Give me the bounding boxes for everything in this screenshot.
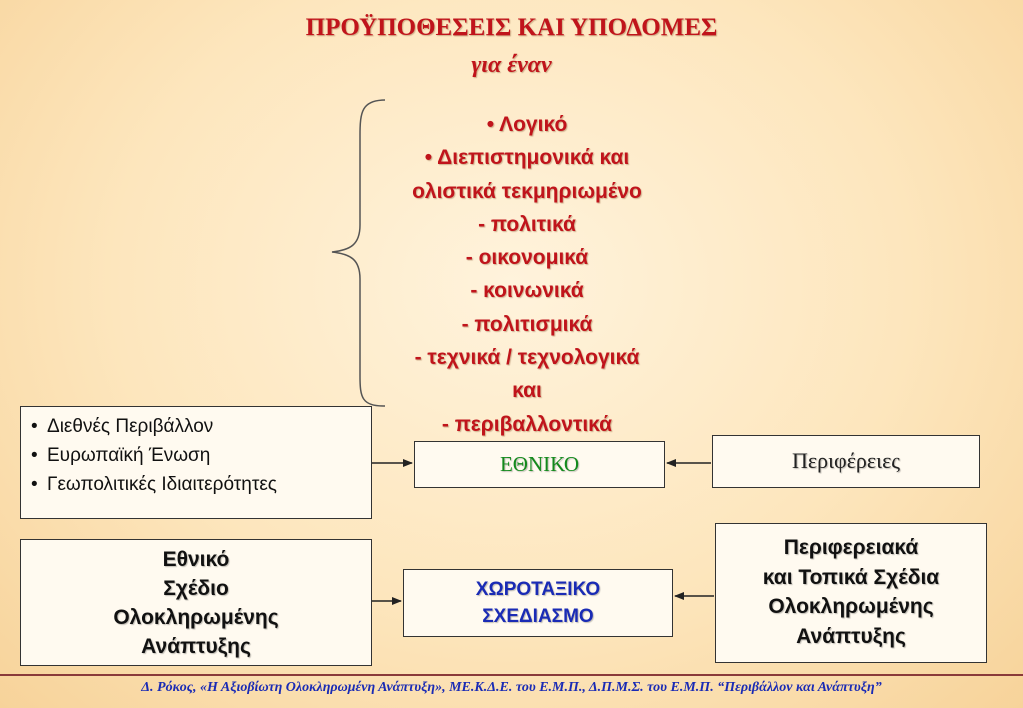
page-subtitle: για έναν [471, 52, 552, 78]
box-line: και Τοπικά Σχέδια [762, 565, 940, 589]
box-line: Ανάπτυξης [796, 624, 906, 648]
box-line: Ολοκληρωμένης [768, 595, 934, 618]
page-title: ΠΡΟΫΠΟΘΕΣΕΙΣ ΚΑΙ ΥΠΟΔΟΜΕΣ [305, 14, 718, 41]
list-item: • Διεθνές Περιβάλλον [31, 412, 365, 441]
requirements-list [350, 108, 704, 441]
requirement-line: και [512, 379, 542, 403]
bullet-icon: • [31, 474, 38, 495]
list-item: • Ευρωπαϊκή Ένωση [31, 441, 365, 470]
requirement-line: - κοινωνικά [470, 279, 584, 303]
regional-plans-box [715, 523, 987, 663]
box-line: Σχέδιο [163, 577, 229, 600]
list-item: • Γεωπολιτικές Ιδιαιτερότητες [31, 470, 365, 499]
spatial-planning-box [403, 569, 673, 637]
box-line: ΣΧΕΔΙΑΣΜΟ [482, 606, 594, 627]
footer-citation: Δ. Ρόκος, «Η Αξιοβίωτη Ολοκληρωμένη Ανάπτυξη», ΜΕ.Κ.Δ.Ε. του Ε.Μ.Π., Δ.Π.Μ.Σ. του Ε.Μ.Π. “Περιβάλλον και Ανάπτυξη” [141, 680, 882, 695]
box-line: Ανάπτυξης [141, 635, 251, 658]
requirement-line: • Λογικό [486, 113, 568, 136]
requirement-line: - πολιτικά [478, 212, 576, 236]
national-level-box: ΕΘΝΙΚΟ [414, 441, 665, 488]
requirement-line: - τεχνικά / τεχνολογικά [414, 346, 640, 370]
national-plan-box [20, 539, 372, 666]
requirement-line: ολιστικά τεκμηριωμένο [412, 179, 642, 203]
bullet-icon: • [31, 416, 38, 437]
requirement-line: - οικονομικά [465, 246, 589, 270]
regions-box: Περιφέρειες [712, 435, 980, 488]
requirement-line: - περιβαλλοντικά [441, 412, 613, 436]
bullet-icon: • [31, 445, 38, 466]
box-line: Εθνικό [162, 548, 230, 571]
requirement-line: - πολιτισμικά [461, 312, 593, 336]
box-line: ΧΩΡΟΤΑΞΙΚΟ [475, 579, 601, 600]
external-factors-box [20, 406, 372, 519]
requirement-line: • Διεπιστημονικά και [424, 146, 630, 170]
box-line: Ολοκληρωμένης [113, 606, 279, 629]
box-line: Περιφερειακά [783, 536, 919, 559]
footer-divider [0, 674, 1023, 676]
